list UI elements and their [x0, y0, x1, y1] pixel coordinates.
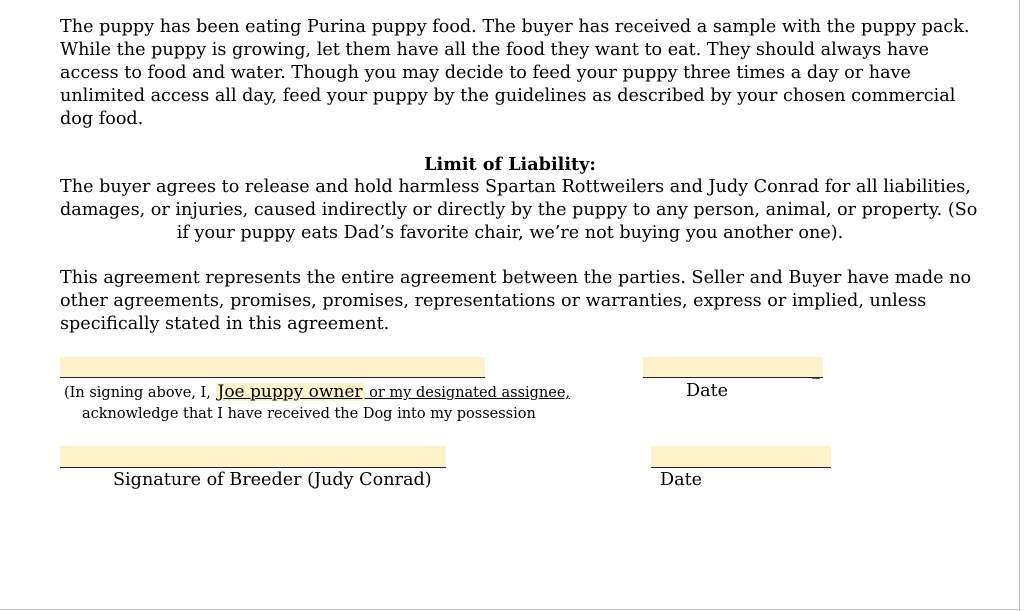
- buyer-date-field[interactable]: [643, 357, 823, 377]
- breeder-signature-label: Signature of Breeder (Judy Conrad): [113, 470, 432, 490]
- liability-line: if your puppy eats Dad’s favorite chair, we’re not buying you another one).: [176, 223, 844, 243]
- buyer-signature-field[interactable]: [60, 357, 485, 377]
- agreement-paragraph: [60, 267, 972, 336]
- feeding-line: access to food and water. Though you may decide to feed your puppy three times a day or have: [60, 63, 911, 83]
- breeder-date-label: Date: [660, 470, 703, 490]
- agreement-line: This agreement represents the entire agreement between the parties. Seller and Buyer have made no: [60, 268, 972, 288]
- liability-line: The buyer agrees to release and hold harmless Spartan Rottweilers and Judy Conrad for all liabilities,: [60, 177, 971, 197]
- acknowledgement-prefix: (In signing above, I,: [64, 385, 216, 401]
- breeder-date-line: [651, 467, 831, 468]
- acknowledgement-suffix: or my designated assignee,: [364, 385, 571, 401]
- liability-line: damages, or injuries, caused indirectly or directly by the puppy to any person, animal, or property. (So: [60, 200, 978, 220]
- breeder-signature-line: [60, 467, 446, 468]
- feeding-line: unlimited access all day, feed your puppy by the guidelines as described by your chosen commercial: [60, 86, 956, 106]
- feeding-paragraph: [60, 16, 970, 131]
- buyer-signature-line: [60, 377, 485, 378]
- feeding-line: dog food.: [60, 109, 144, 129]
- agreement-line: specifically stated in this agreement.: [60, 314, 390, 334]
- breeder-signature-field[interactable]: [60, 446, 446, 467]
- feeding-line: The puppy has been eating Purina puppy food. The buyer has received a sample with the puppy pack.: [60, 17, 970, 37]
- liability-heading: Limit of Liability:: [424, 154, 596, 175]
- breeder-date-field[interactable]: [651, 446, 831, 467]
- buyer-date-label: Date: [686, 381, 729, 401]
- buyer-acknowledgement-line2: acknowledge that I have received the Dog into my possession: [82, 406, 536, 422]
- buyer-acknowledgement-line1: [64, 383, 570, 402]
- feeding-line: While the puppy is growing, let them have all the food they want to eat. They should always have: [60, 40, 930, 60]
- page-bottom-edge: [0, 609, 1020, 610]
- agreement-line: other agreements, promises, promises, representations or warranties, express or implied, unless: [60, 291, 927, 311]
- buyer-date-line: [643, 377, 823, 378]
- buyer-date-underscore: _: [812, 360, 820, 379]
- liability-paragraph: [60, 176, 978, 245]
- buyer-name-field[interactable]: Joe puppy owner: [217, 382, 363, 402]
- page-right-edge: [1019, 0, 1020, 611]
